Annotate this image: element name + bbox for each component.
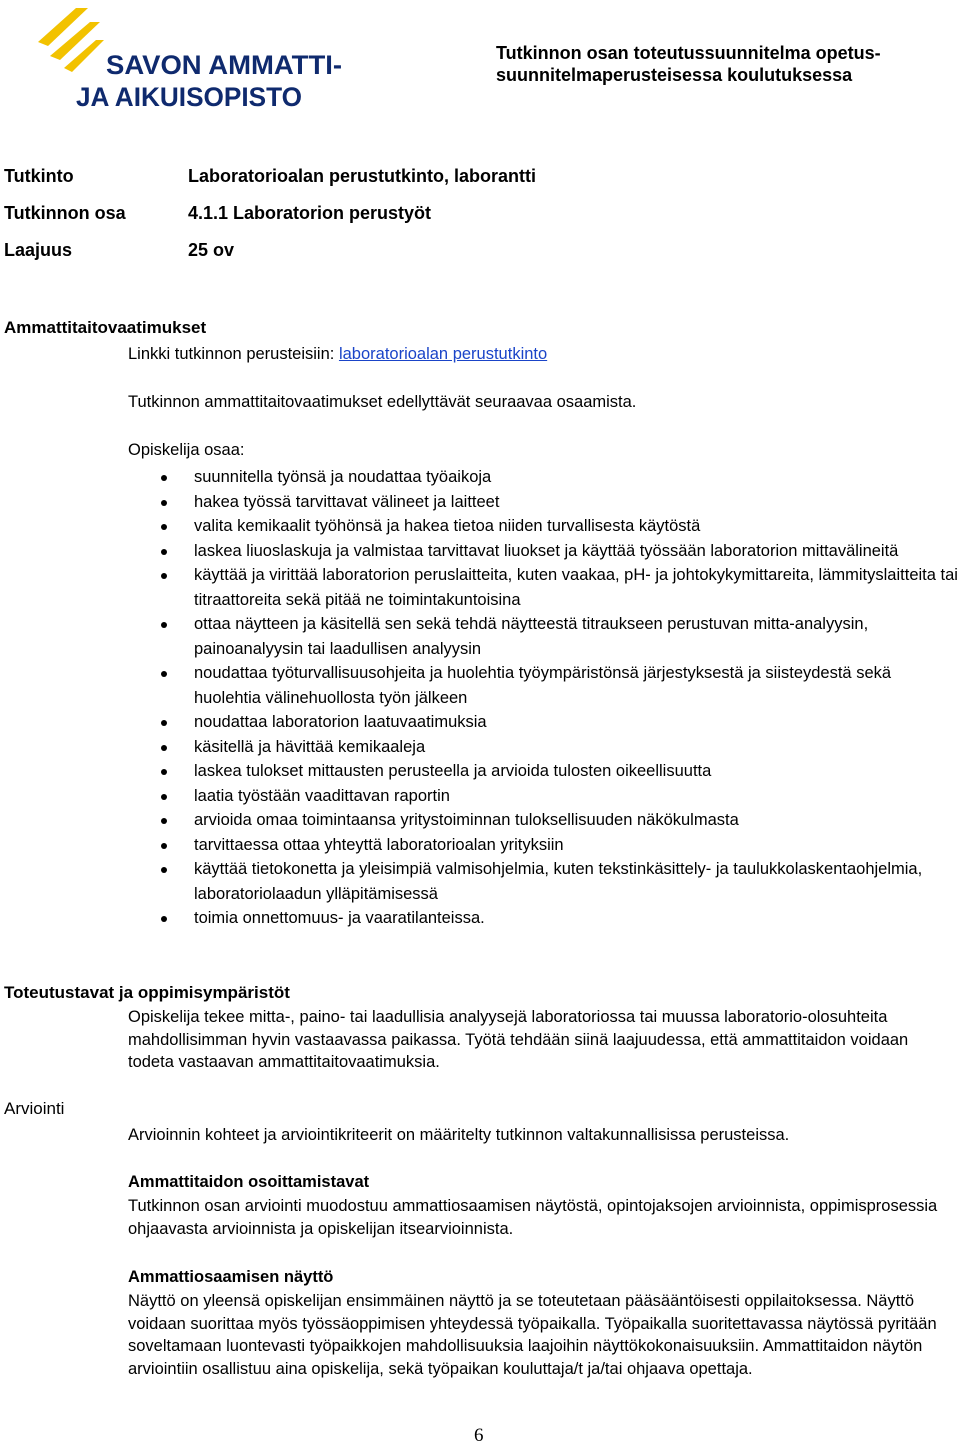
perusteet-link-line: [128, 343, 547, 366]
list-item: laatia työstään vaadittavan raportin: [128, 784, 958, 809]
skills-list: [128, 465, 958, 931]
arviointi-heading: Arviointi: [4, 1099, 65, 1118]
page-number: 6: [474, 1425, 484, 1446]
tutkinnon-osa-label: Tutkinnon osa: [4, 203, 126, 223]
osoittamistavat-heading: Ammattitaidon osoittamistavat: [128, 1173, 370, 1191]
opiskelija-osaa-lead: Opiskelija osaa:: [128, 441, 245, 459]
list-item: toimia onnettomuus- ja vaaratilanteissa.: [128, 906, 958, 931]
logo-text-line1: SAVON AMMATTI-: [106, 50, 342, 80]
naytto-text: Näyttö on yleensä opiskelijan ensimmäinen näyttö ja se toteutetaan pääsääntöisesti oppilaitoksessa. Näyttö voidaan suorittaa myös työssäoppimisen yhteydessä työpaikalla. Työpaikalla suoritettavassa näytössä pyritään soveltamaan luontevasti työpaikkojen mahdollisuuksia laajoihin näyttökokonaisuuksiin. Ammattitaidon näytön arviointiin osallistuu aina opiskelija, sekä työpaikan kouluttaja/t ja/tai ohjaava opettaja.: [128, 1292, 937, 1378]
list-item: noudattaa työturvallisuusohjeita ja huolehtia työympäristönsä järjestyksestä ja siisteydestä sekä huolehtia välinehuollosta työn jälkeen: [128, 661, 958, 710]
list-item: tarvittaessa ottaa yhteyttä laboratorioalan yrityksiin: [128, 833, 958, 858]
laajuus-label: Laajuus: [4, 240, 73, 260]
list-item: ottaa näytteen ja käsitellä sen sekä tehdä näytteestä titraukseen perustuvan mitta-analyysin, painoanalyysin tai laadullisen analyysin: [128, 612, 958, 661]
document-title-line2: suunnitelmaperusteisessa koulutuksessa: [496, 65, 853, 85]
list-item: käyttää tietokonetta ja yleisimpiä valmisohjelmia, kuten tekstinkäsittely- ja taulukkolaskentaohjelmia, laboratoriolaadun ylläpitämisessä: [128, 857, 958, 906]
toteutustavat-heading: Toteutustavat ja oppimisympäristöt: [4, 983, 290, 1002]
tutkinto-label: Tutkinto: [4, 166, 74, 186]
tutkinto-value: Laboratorioalan perustutkinto, laborantti: [188, 166, 537, 186]
list-item: laskea liuoslaskuja ja valmistaa tarvittavat liuokset ja käyttää työssään laboratorion mittavälineitä: [128, 539, 958, 564]
osoittamistavat-text: Tutkinnon osan arviointi muodostuu ammattiosaamisen näytöstä, opintojaksojen arvioinnista, oppimisprosessia ohjaavasta arvioinnista ja opiskelijan itsearvioinnista.: [128, 1197, 938, 1238]
list-item: arvioida omaa toimintaansa yritystoiminnan tuloksellisuuden näkökulmasta: [128, 808, 958, 833]
logo-swoosh-icon: [38, 8, 104, 72]
list-item: käyttää ja virittää laboratorion peruslaitteita, kuten vaakaa, pH- ja johtokykymittareita, lämmityslaitteita tai titraattoreita sekä pitää ne toimintakuntoisina: [128, 563, 958, 612]
perusteet-link-prefix: Linkki tutkinnon perusteisiin:: [128, 345, 339, 363]
list-item: laskea tulokset mittausten perusteella ja arvioida tulosten oikeellisuutta: [128, 759, 958, 784]
naytto-heading: Ammattiosaamisen näyttö: [128, 1268, 334, 1286]
document-title: [496, 42, 936, 86]
ammattitaito-intro: Tutkinnon ammattitaitovaatimukset edellyttävät seuraavaa osaamista.: [128, 393, 637, 411]
list-item: noudattaa laboratorion laatuvaatimuksia: [128, 710, 958, 735]
document-title-line1: Tutkinnon osan toteutussuunnitelma opetus-: [496, 43, 881, 63]
tutkinnon-osa-value: 4.1.1 Laboratorion perustyöt: [188, 203, 432, 223]
perusteet-link[interactable]: laboratorioalan perustutkinto: [338, 345, 548, 363]
ammattitaitovaatimukset-heading: Ammattitaitovaatimukset: [4, 318, 207, 337]
laajuus-value: 25 ov: [188, 240, 235, 260]
logo-text-line2: JA AIKUISOPISTO: [76, 82, 302, 110]
list-item: suunnitella työnsä ja noudattaa työaikoja: [128, 465, 958, 490]
toteutustavat-text: Opiskelija tekee mitta-, paino- tai laadullisia analyysejä laboratoriossa tai muussa laboratorio-olosuhteita mahdollisimman hyvin vastaavassa paikassa. Työtä tehdään siinä laajuudessa, että ammattitaidon voidaan todeta vastaavan ammattitaitovaatimuksia.: [128, 1008, 909, 1071]
list-item: hakea työssä tarvittavat välineet ja laitteet: [128, 490, 958, 515]
list-item: valita kemikaalit työhönsä ja hakea tietoa niiden turvallisesta käytöstä: [128, 514, 958, 539]
arviointi-text: Arvioinnin kohteet ja arviointikriteerit on määritelty tutkinnon valtakunnallisissa perusteissa.: [128, 1126, 790, 1144]
list-item: käsitellä ja hävittää kemikaaleja: [128, 735, 958, 760]
school-logo: [30, 6, 350, 110]
